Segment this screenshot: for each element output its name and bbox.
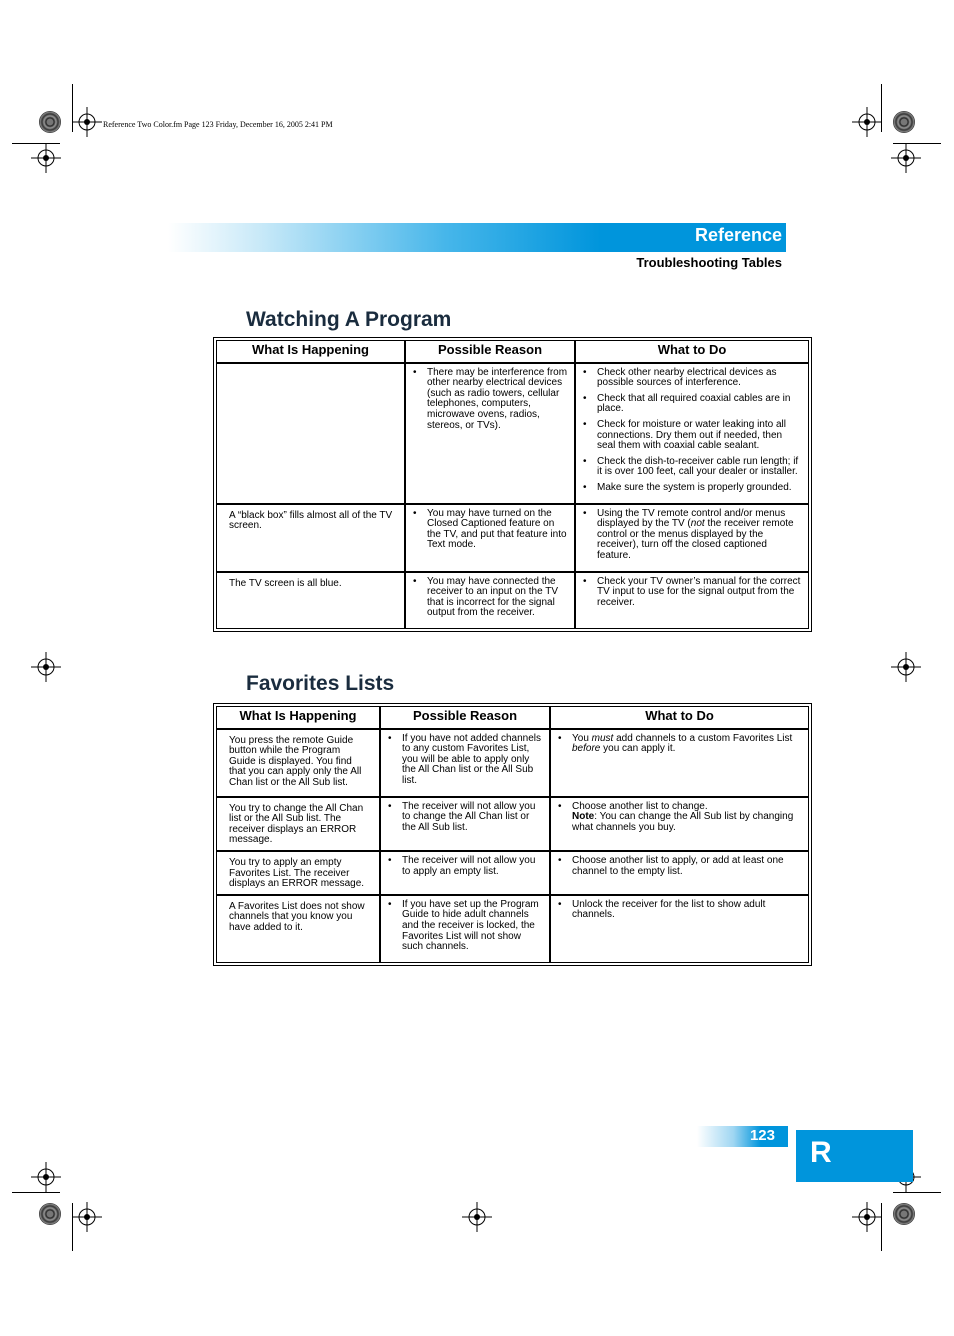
registration-mark-icon bbox=[72, 107, 102, 137]
column-header: What to Do bbox=[550, 706, 809, 729]
registration-mark-icon bbox=[31, 1162, 61, 1192]
chapter-tab-letter: R bbox=[810, 1136, 832, 1169]
table-row bbox=[216, 797, 809, 851]
reason-cell bbox=[380, 851, 550, 895]
color-rosette-icon bbox=[39, 111, 61, 133]
column-header: What to Do bbox=[575, 340, 809, 363]
bullet-item: • You may have turned on the Closed Captioned feature on the TV, and put that feature into Text mode. bbox=[406, 509, 568, 551]
bullet-item: • You must add channels to a custom Favorites List before you can apply it. bbox=[551, 734, 802, 755]
section-title: Reference bbox=[694, 225, 782, 245]
bullet-list bbox=[381, 900, 543, 953]
table-row bbox=[216, 729, 809, 797]
happening-cell: The TV screen is all blue. bbox=[216, 572, 405, 629]
registration-mark-icon bbox=[31, 143, 61, 173]
table-row bbox=[216, 504, 809, 572]
bullet-item: • If you have not added channels to any custom Favorites List, you will be able to apply only the All Chan list or the All Sub list. bbox=[381, 734, 543, 787]
bullet-item: • You may have connected the receiver to an input on the TV that is incorrect for the signal output from the receiver. bbox=[406, 577, 568, 619]
reason-cell bbox=[405, 363, 575, 504]
action-cell bbox=[550, 851, 809, 895]
action-cell bbox=[575, 572, 809, 629]
page-number: 123 bbox=[749, 1127, 775, 1144]
bullet-item: • Make sure the system is properly grounded. bbox=[576, 483, 802, 494]
registration-mark-icon bbox=[891, 652, 921, 682]
bullet-item: • Choose another list to change. bbox=[551, 802, 802, 813]
troubleshooting-table bbox=[213, 703, 812, 966]
bullet-item: • Check your TV owner’s manual for the correct TV input to use for the signal output from the receiver. bbox=[576, 577, 802, 609]
reason-cell bbox=[380, 729, 550, 797]
table-row bbox=[216, 572, 809, 629]
registration-mark-icon bbox=[891, 143, 921, 173]
section-banner bbox=[168, 223, 786, 252]
color-rosette-icon bbox=[893, 1203, 915, 1225]
bullet-list bbox=[576, 368, 802, 494]
action-cell bbox=[575, 363, 809, 504]
bullet-item: • Choose another list to apply, or add at least one channel to the empty list. bbox=[551, 856, 802, 877]
bullet-list bbox=[406, 509, 568, 551]
bullet-list bbox=[576, 577, 802, 609]
happening-cell: You press the remote Guide button while the Program Guide is displayed. You find that you can apply only the All Chan list or the All Sub list. bbox=[216, 729, 380, 797]
page-number-badge bbox=[697, 1126, 788, 1147]
registration-mark-icon bbox=[852, 1202, 882, 1232]
bullet-list bbox=[551, 856, 802, 877]
registration-mark-icon bbox=[72, 1202, 102, 1232]
bullet-item: • If you have set up the Program Guide to hide adult channels and the receiver is locked, the Favorites List will not show such channels. bbox=[381, 900, 543, 953]
reason-cell bbox=[380, 797, 550, 851]
bullet-list bbox=[551, 900, 802, 921]
troubleshooting-table bbox=[213, 337, 812, 632]
happening-cell: A Favorites List does not show channels that you know you have added to it. bbox=[216, 895, 380, 963]
action-cell bbox=[550, 797, 809, 851]
action-cell bbox=[550, 729, 809, 797]
bullet-item: • The receiver will not allow you to change the All Chan list or the All Sub list. bbox=[381, 802, 543, 834]
reason-cell bbox=[405, 572, 575, 629]
bullet-item: • Check that all required coaxial cables are in place. bbox=[576, 394, 802, 415]
bullet-item: • The receiver will not allow you to apply an empty list. bbox=[381, 856, 543, 877]
table-row bbox=[216, 851, 809, 895]
happening-cell: You try to apply an empty Favorites List. The receiver displays an ERROR message. bbox=[216, 851, 380, 895]
bullet-list bbox=[551, 734, 802, 755]
reason-cell bbox=[380, 895, 550, 963]
table-title: Watching A Program bbox=[246, 308, 452, 331]
action-cell bbox=[575, 504, 809, 572]
bullet-item: • Check the dish-to-receiver cable run length; if it is over 100 feet, call your dealer or installer. bbox=[576, 457, 802, 478]
table-row bbox=[216, 895, 809, 963]
bullet-list bbox=[406, 577, 568, 619]
chapter-tab bbox=[796, 1130, 913, 1182]
column-header: Possible Reason bbox=[405, 340, 575, 363]
column-header: What Is Happening bbox=[216, 340, 405, 363]
happening-cell bbox=[216, 363, 405, 504]
table-title: Favorites Lists bbox=[246, 672, 395, 695]
column-header: Possible Reason bbox=[380, 706, 550, 729]
color-rosette-icon bbox=[39, 1203, 61, 1225]
bullet-list bbox=[576, 509, 802, 562]
reason-cell bbox=[405, 504, 575, 572]
registration-mark-icon bbox=[462, 1202, 492, 1232]
bullet-list bbox=[381, 856, 543, 877]
bullet-list bbox=[381, 734, 543, 787]
bullet-list bbox=[406, 368, 568, 432]
bullet-item: • There may be interference from other nearby electrical devices (such as radio towers, cellular telephones, computers, microwave ovens, radios, stereos, or TVs). bbox=[406, 368, 568, 432]
bullet-item: • Unlock the receiver for the list to show adult channels. bbox=[551, 900, 802, 921]
color-rosette-icon bbox=[893, 111, 915, 133]
bullet-item: • Check other nearby electrical devices as possible sources of interference. bbox=[576, 368, 802, 389]
action-cell bbox=[550, 895, 809, 963]
bullet-item: Note: You can change the All Sub list by changing what channels you buy. bbox=[572, 811, 794, 833]
bullet-list bbox=[551, 802, 802, 834]
happening-cell: You try to change the All Chan list or the All Sub list. The receiver displays an ERROR message. bbox=[216, 797, 380, 851]
registration-mark-icon bbox=[852, 107, 882, 137]
bullet-item: • Check for moisture or water leaking into all connections. Dry them out if needed, then seal them with coaxial cable sealant. bbox=[576, 420, 802, 452]
table-row bbox=[216, 363, 809, 504]
bullet-item: • Using the TV remote control and/or menus displayed by the TV (not the receiver remote control or the menus displayed by the receiver), turn off the closed captioned feature. bbox=[576, 509, 802, 562]
registration-mark-icon bbox=[31, 652, 61, 682]
happening-cell: A “black box” fills almost all of the TV screen. bbox=[216, 504, 405, 572]
subsection-title: Troubleshooting Tables bbox=[636, 255, 782, 270]
print-slug: Reference Two Color.fm Page 123 Friday, December 16, 2005 2:41 PM bbox=[103, 120, 333, 129]
bullet-list bbox=[381, 802, 543, 834]
column-header: What Is Happening bbox=[216, 706, 380, 729]
